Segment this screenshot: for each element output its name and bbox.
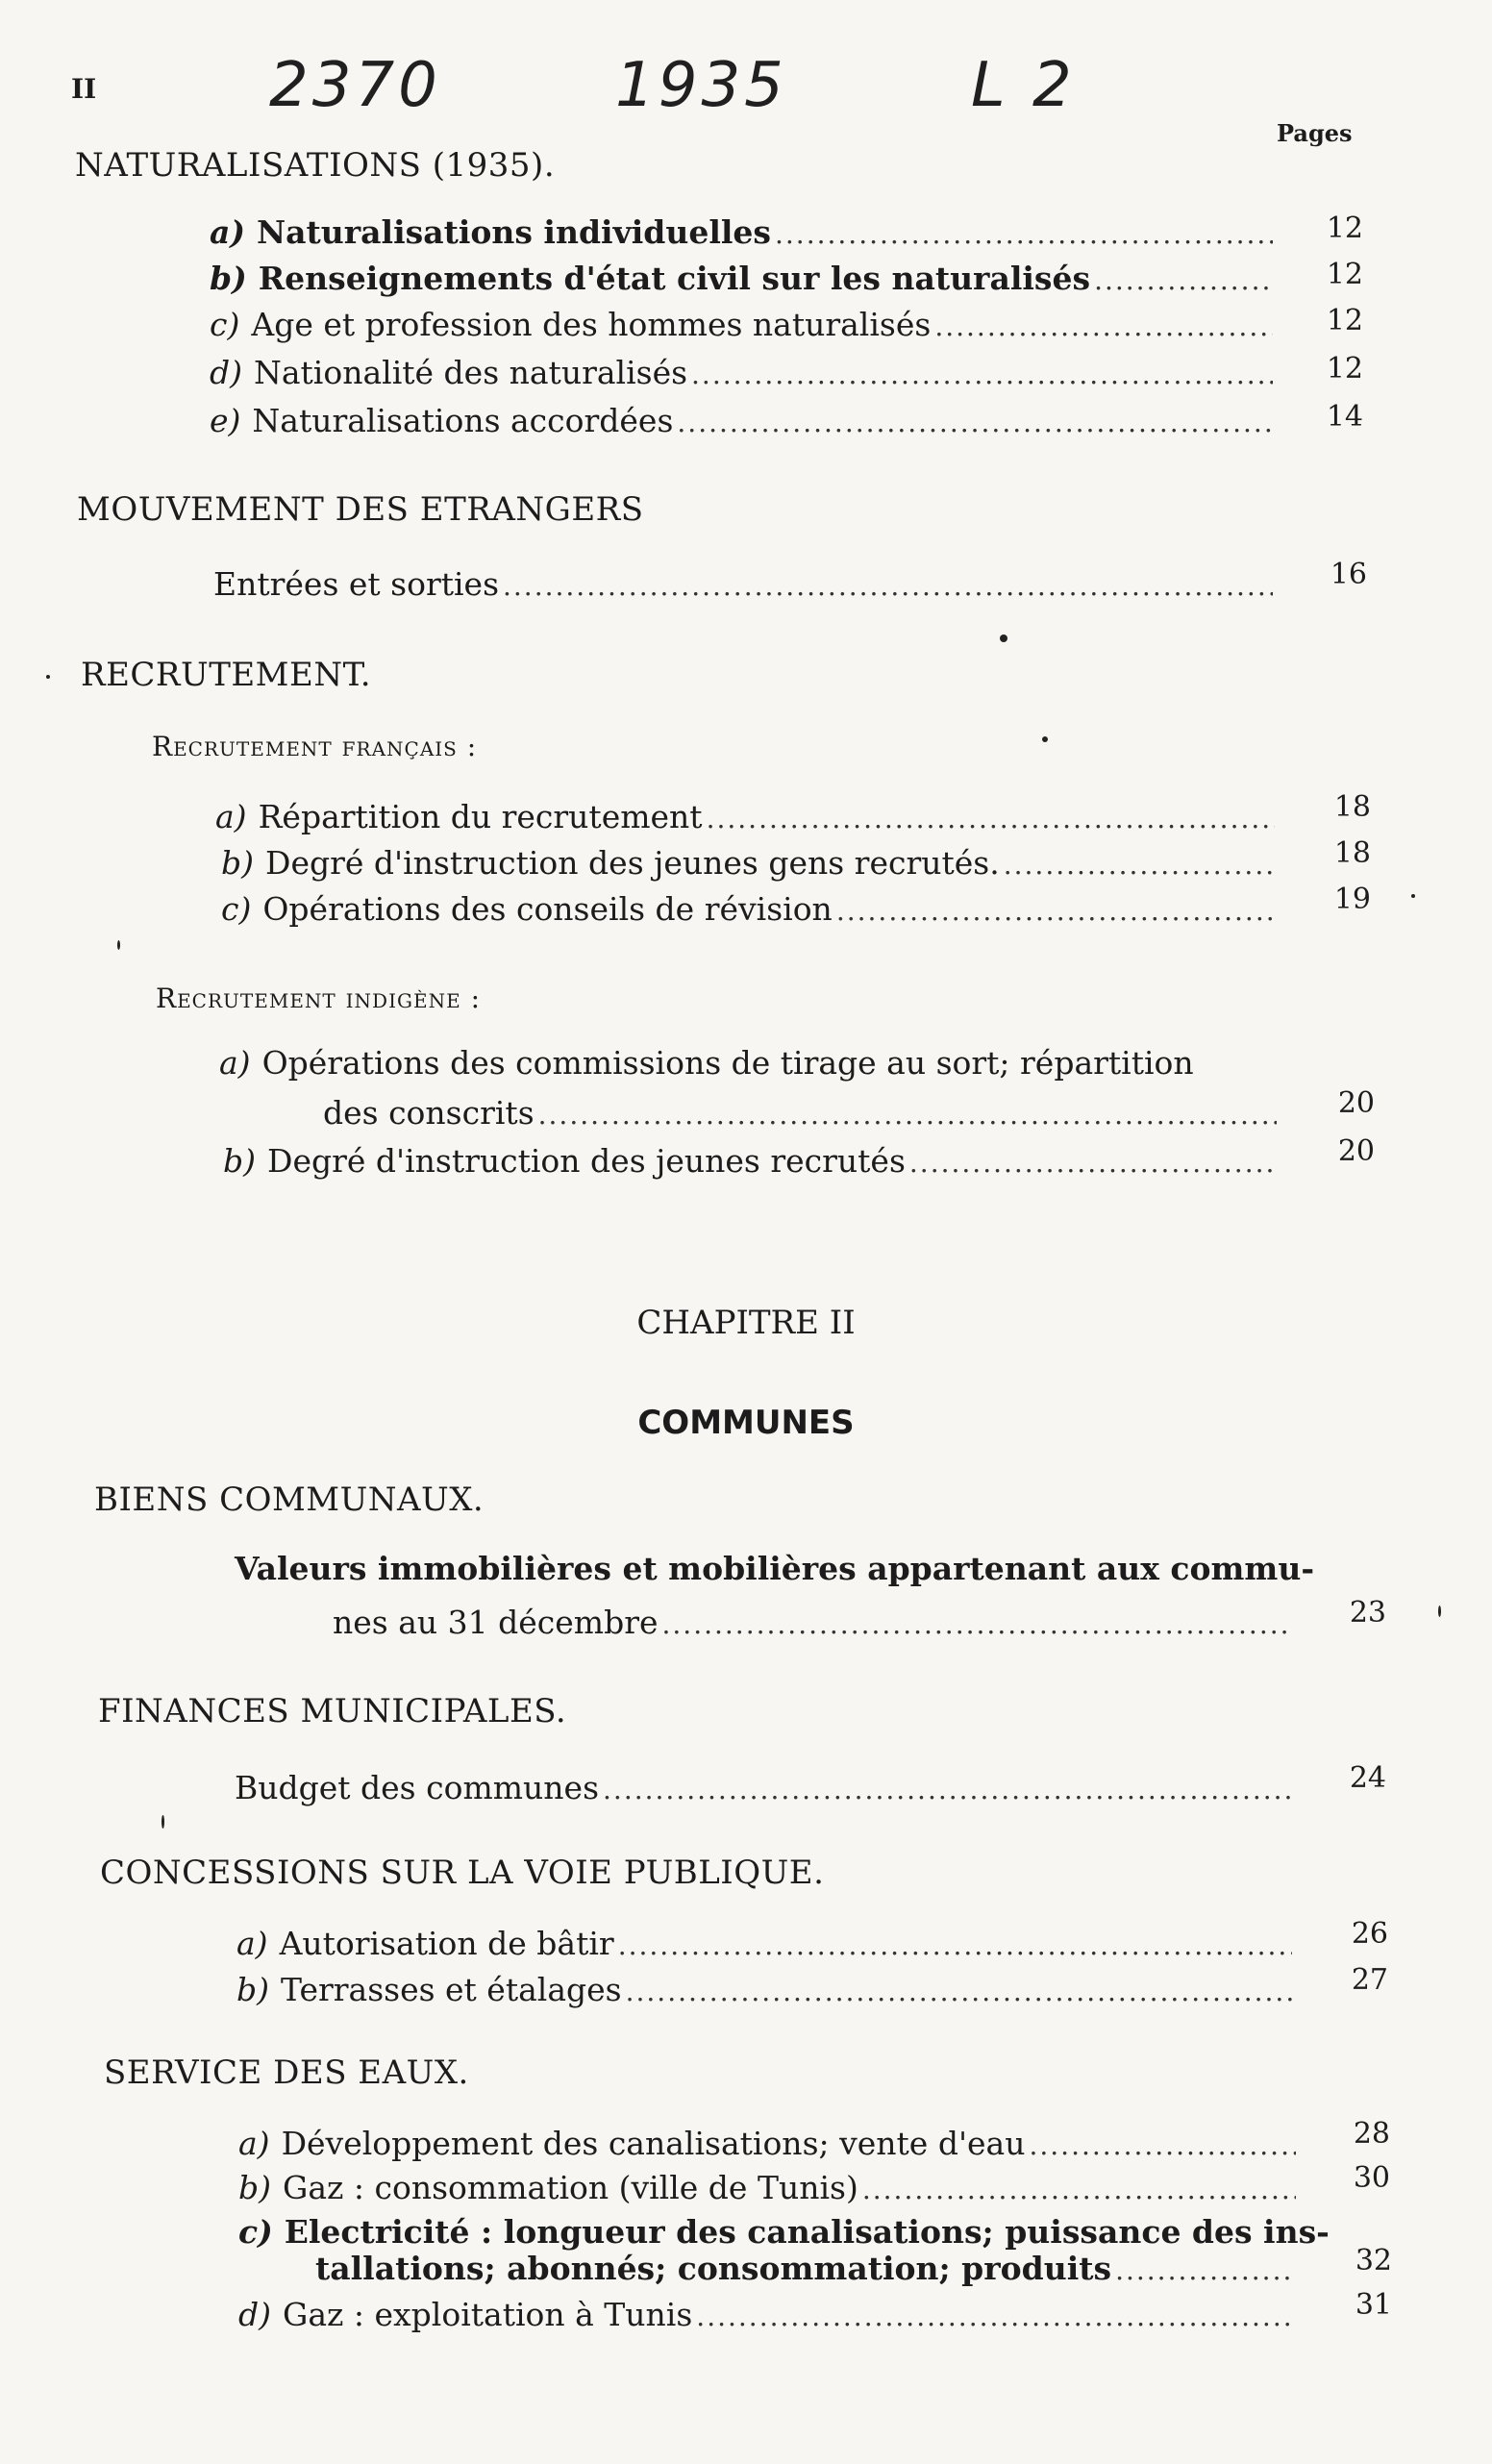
toc-line	[236, 1925, 1296, 1967]
item-letter: b)	[210, 260, 247, 297]
item-label: Autorisation de bâtir	[279, 1925, 614, 1962]
dot-leader	[1004, 849, 1275, 881]
toc-line	[219, 1044, 1286, 1086]
toc-line	[235, 1550, 1315, 1592]
scan-speck	[162, 1815, 164, 1829]
item-label: Opérations des conseils de révision	[262, 890, 833, 928]
item-label: Entrées et sorties	[213, 565, 499, 603]
dot-leader	[836, 895, 1275, 927]
toc-line	[210, 354, 1277, 396]
item-letter: a)	[238, 2125, 270, 2162]
page-number: 31	[1355, 2288, 1392, 2322]
item-letter: c)	[210, 306, 240, 343]
page-number: 24	[1349, 1761, 1386, 1795]
item-label: Electricité : longueur des canalisations; puissance des ins-	[284, 2213, 1330, 2251]
item-label: Naturalisations accordées	[252, 402, 674, 439]
page-number: 12	[1326, 304, 1363, 337]
dot-leader	[934, 311, 1273, 342]
toc-line-continuation	[323, 1094, 1281, 1136]
item-label: Naturalisations individuelles	[257, 213, 771, 251]
toc-line	[210, 402, 1277, 444]
item-letter: d)	[210, 354, 242, 391]
section-title-biens-communaux: BIENS COMMUNAUX.	[94, 1481, 485, 1519]
toc-line	[215, 798, 1279, 840]
dot-leader	[538, 1099, 1277, 1131]
dot-leader	[1094, 264, 1273, 296]
item-label: Développement des canalisations; vente d'eau	[281, 2125, 1026, 2162]
section-title-naturalisations: NATURALISATIONS (1935).	[75, 146, 556, 185]
item-letter: c)	[238, 2213, 273, 2251]
item-letter: a)	[219, 1044, 251, 1082]
item-letter: a)	[210, 213, 245, 251]
page-number: 20	[1337, 1134, 1375, 1168]
dot-leader	[603, 1774, 1292, 1805]
toc-line	[235, 1769, 1296, 1811]
dot-leader	[775, 218, 1273, 250]
scan-speck	[46, 675, 50, 679]
chapter-title: COMMUNES	[637, 1404, 855, 1442]
item-letter: b)	[236, 1971, 269, 2008]
dot-leader	[691, 359, 1273, 390]
page-number: 27	[1351, 1963, 1388, 1997]
toc-line	[221, 890, 1279, 933]
handwritten-year: 1935	[615, 50, 787, 121]
toc-line	[238, 2125, 1300, 2167]
page-number: 12	[1326, 352, 1363, 386]
toc-line	[210, 260, 1277, 302]
page-number: 28	[1353, 2117, 1390, 2151]
toc-line-continuation	[333, 1604, 1296, 1646]
handwritten-number: 2370	[269, 50, 441, 121]
page-number: 12	[1326, 258, 1363, 291]
item-letter: a)	[215, 798, 247, 835]
item-label-continuation: des conscrits	[323, 1094, 535, 1132]
section-title-service-eaux: SERVICE DES EAUX.	[104, 2053, 469, 2092]
page-number: 23	[1349, 1596, 1386, 1630]
dot-leader	[862, 2174, 1296, 2205]
item-label: Degré d'instruction des jeunes gens recrutés.	[265, 844, 1000, 882]
dot-leader	[1115, 2254, 1296, 2286]
subsection-title-recrutement-indigene: Recrutement indigène :	[156, 983, 482, 1014]
item-letter: b)	[238, 2169, 271, 2206]
item-label: Répartition du recrutement	[258, 798, 703, 835]
page-number: 14	[1326, 400, 1363, 434]
item-label-continuation: tallations; abonnés; consommation; produits	[315, 2250, 1112, 2287]
toc-line	[221, 844, 1279, 886]
page-number: 32	[1355, 2244, 1392, 2277]
toc-line	[210, 306, 1277, 348]
toc-line	[213, 565, 1277, 608]
page-number: 16	[1330, 558, 1367, 591]
dot-leader	[909, 1147, 1277, 1179]
toc-line	[238, 2296, 1300, 2338]
item-label: Terrasses et étalages	[281, 1971, 622, 2008]
scan-speck	[1042, 736, 1048, 742]
pages-column-header: Pages	[1277, 119, 1353, 147]
item-label: Renseignements d'état civil sur les naturalisés	[258, 260, 1091, 297]
scan-speck	[1438, 1605, 1441, 1617]
scan-speck	[1000, 635, 1007, 642]
section-title-recrutement: RECRUTEMENT.	[81, 656, 372, 694]
dot-leader	[503, 570, 1273, 602]
section-title-finances: FINANCES MUNICIPALES.	[98, 1692, 567, 1730]
item-label: Degré d'instruction des jeunes recrutés	[267, 1142, 906, 1180]
chapter-number: CHAPITRE II	[636, 1304, 856, 1342]
page-number: 26	[1351, 1917, 1388, 1951]
page-number: 19	[1333, 883, 1371, 916]
dot-leader	[626, 1976, 1292, 2007]
page-number: 30	[1353, 2161, 1390, 2195]
page-number: 20	[1337, 1086, 1375, 1120]
toc-line-continuation	[315, 2250, 1300, 2292]
item-label: Nationalité des naturalisés	[254, 354, 688, 391]
item-letter: b)	[221, 844, 254, 882]
toc-line	[223, 1142, 1281, 1184]
subsection-title-recrutement-francais: Recrutement français :	[152, 731, 478, 762]
dot-leader	[618, 1929, 1292, 1961]
item-label: Gaz : exploitation à Tunis	[283, 2296, 693, 2333]
toc-line	[210, 213, 1277, 256]
item-label: Valeurs immobilières et mobilières appartenant aux commu-	[235, 1550, 1315, 1587]
dot-leader	[1029, 2129, 1296, 2161]
item-letter: b)	[223, 1142, 256, 1180]
page-number: 12	[1326, 212, 1363, 245]
item-letter: e)	[210, 402, 241, 439]
scan-speck	[1411, 894, 1415, 898]
section-title-concessions: CONCESSIONS SUR LA VOIE PUBLIQUE.	[100, 1854, 825, 1892]
item-letter: d)	[238, 2296, 271, 2333]
item-letter: c)	[221, 890, 252, 928]
item-label-continuation: nes au 31 décembre	[333, 1604, 659, 1641]
item-label: Opérations des commissions de tirage au sort; répartition	[261, 1044, 1194, 1082]
toc-line	[238, 2169, 1300, 2211]
page-number: 18	[1333, 790, 1371, 824]
toc-line	[236, 1971, 1296, 2013]
item-label: Budget des communes	[235, 1769, 600, 1806]
page-roman-numeral: II	[71, 73, 97, 105]
dot-leader	[707, 803, 1275, 834]
scan-speck	[117, 940, 120, 950]
section-title-mouvement: MOUVEMENT DES ETRANGERS	[77, 490, 644, 529]
dot-leader	[677, 407, 1273, 438]
handwritten-code: L 2	[971, 50, 1076, 121]
item-label: Gaz : consommation (ville de Tunis)	[283, 2169, 858, 2206]
dot-leader	[696, 2301, 1296, 2332]
page-number: 18	[1333, 836, 1371, 870]
item-label: Age et profession des hommes naturalisés	[251, 306, 932, 343]
dot-leader	[662, 1608, 1293, 1640]
item-letter: a)	[236, 1925, 268, 1962]
